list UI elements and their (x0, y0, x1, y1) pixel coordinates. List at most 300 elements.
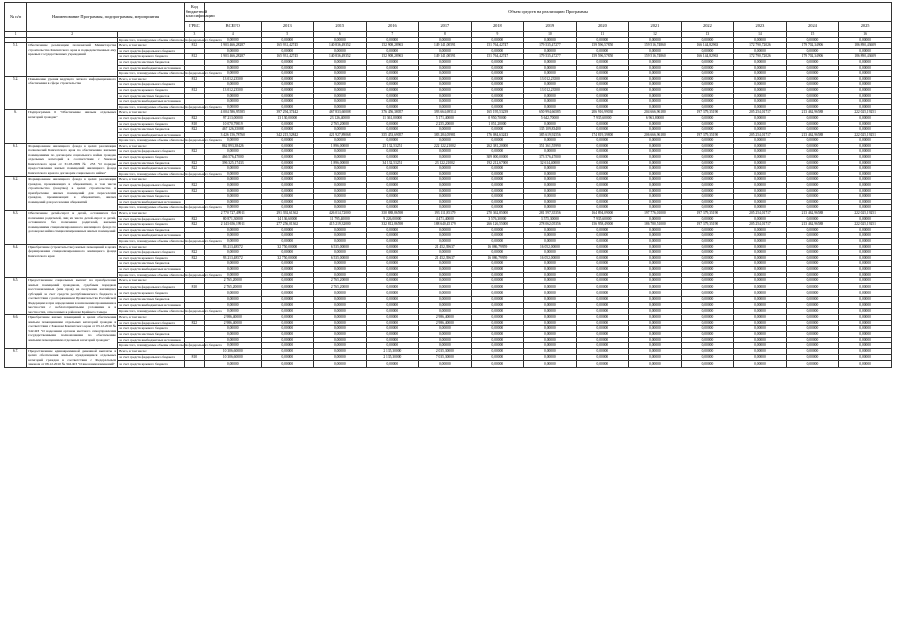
source-label: Всего, в том числе: (118, 348, 185, 354)
value-cell: 0,00000 (314, 238, 367, 244)
value-cell: 0,00000 (629, 244, 682, 250)
value-cell: 0,00000 (524, 183, 577, 189)
value-cell: 0,00000 (366, 65, 419, 71)
value-cell: 172 790,72026 (734, 54, 787, 60)
value-cell: 0,00000 (839, 104, 892, 110)
value-cell: 0,00000 (366, 71, 419, 77)
value-cell: 0,00000 (629, 160, 682, 166)
value-cell: 0,00000 (786, 48, 839, 54)
value-cell: 0,00000 (839, 296, 892, 302)
value-cell: 0,00000 (314, 65, 367, 71)
value-cell: 332 812,86598 (366, 222, 419, 228)
value-cell: 0,00000 (786, 71, 839, 77)
source-label: Кроме того, планируемые объемы обязательств федерального бюджета (119, 37, 222, 42)
table-row (5, 331, 892, 337)
value-cell: 0,00000 (786, 244, 839, 250)
value-cell: 0,00000 (471, 315, 524, 321)
value-cell: 0,00000 (471, 308, 524, 314)
value-cell: 0,00000 (839, 255, 892, 261)
value-cell: 0,00000 (204, 48, 261, 54)
value-cell: 0,00000 (629, 93, 682, 99)
value-cell: 0,00000 (471, 302, 524, 308)
value-cell: 0,00000 (629, 199, 682, 205)
value-cell: 0,00000 (839, 348, 892, 354)
value-cell: 0,00000 (419, 171, 472, 177)
value-cell: 0,00000 (471, 149, 524, 155)
value-cell: 0,00000 (629, 266, 682, 272)
value-cell: 0,00000 (204, 171, 261, 177)
value-cell: 0,00000 (786, 93, 839, 99)
row-number: 6.5. (5, 278, 27, 315)
value-cell: 0,00000 (524, 284, 577, 290)
value-cell: 0,00000 (629, 127, 682, 133)
value-cell: 650 994,66585 (524, 110, 577, 116)
value-cell: 0,00000 (681, 149, 734, 155)
value-cell: 0,00000 (261, 290, 314, 296)
value-cell: 7 935,60000 (576, 216, 629, 222)
source-label: за счет средств местных бюджетов (118, 93, 185, 99)
value-cell: 0,00000 (681, 216, 734, 222)
value-cell: 0,00000 (681, 48, 734, 54)
value-cell: 2 765,20000 (314, 278, 367, 284)
value-cell: 0,00000 (734, 71, 787, 77)
index-cell: 3 (184, 32, 204, 38)
value-cell: 0,00000 (681, 250, 734, 256)
value-cell: 197 379,35190 (681, 222, 734, 228)
value-cell: 0,00000 (524, 272, 577, 278)
value-cell: 222 025,19251 (839, 211, 892, 217)
source-label: Всего, в том числе: (118, 110, 185, 116)
value-cell: 0,00000 (204, 194, 261, 200)
value-cell: 0,00000 (734, 238, 787, 244)
value-cell: 0,00000 (786, 320, 839, 326)
value-cell: 0,00000 (576, 337, 629, 343)
value-cell: 0,00000 (734, 149, 787, 155)
value-cell: 0,00000 (204, 272, 261, 278)
table-row (5, 48, 892, 54)
value-cell: 0,00000 (471, 65, 524, 71)
value-cell: 0,00000 (576, 194, 629, 200)
table-row (5, 43, 892, 49)
table-row (5, 121, 892, 127)
value-cell: 0,00000 (734, 199, 787, 205)
value-cell: 0,00000 (471, 238, 524, 244)
value-cell: 6 535,00000 (314, 255, 367, 261)
value-cell: 0,00000 (314, 199, 367, 205)
value-cell: 0,00000 (629, 82, 682, 88)
value-cell: 0,00000 (261, 37, 314, 43)
value-cell: 0,00000 (629, 272, 682, 278)
table-row (5, 211, 892, 217)
value-cell: 0,00000 (471, 284, 524, 290)
row-name: Приобретение (строительство) жилых помещений в целях формирования специализированного жилищного фонда Камчатского края (27, 244, 118, 278)
value-cell: 0,00000 (366, 238, 419, 244)
value-cell: 0,00000 (419, 302, 472, 308)
value-cell: 0,00000 (576, 266, 629, 272)
value-cell: 0,00000 (524, 290, 577, 296)
value-cell: 5 171,40000 (419, 115, 472, 121)
value-cell: 0,00000 (629, 302, 682, 308)
value-cell: 32 614,40000 (524, 160, 577, 166)
table-row (5, 272, 892, 278)
value-cell: 179 535,47277 (524, 43, 577, 49)
value-cell: 16 052,00000 (524, 255, 577, 261)
value-cell: 0,00000 (471, 343, 524, 349)
row-number: 6.3. (5, 211, 27, 245)
table-row (5, 238, 892, 244)
value-cell: 0,00000 (419, 261, 472, 267)
value-cell: 0,00000 (419, 284, 472, 290)
value-cell: 0,00000 (204, 308, 261, 314)
table-row (5, 227, 892, 233)
source-label: за счет средств внебюджетных источников (118, 337, 185, 343)
value-cell: 0,00000 (419, 361, 472, 367)
value-cell: 0,00000 (629, 227, 682, 233)
value-cell: 0,00000 (261, 87, 314, 93)
col-header-year: 2018 (471, 22, 524, 32)
col-header-year: 2013 (261, 22, 314, 32)
value-cell: 0,00000 (576, 343, 629, 349)
value-cell: 0,00000 (524, 250, 577, 256)
value-cell: 174 819,39800 (576, 132, 629, 138)
table-row (5, 138, 892, 144)
value-cell: 0,00000 (419, 127, 472, 133)
source-label: Кроме того, планируемые объемы обязательств федерального бюджета (119, 309, 222, 314)
value-cell: 0,00000 (629, 166, 682, 172)
value-cell: 179 535,47277 (524, 54, 577, 60)
value-cell: 0,00000 (419, 296, 472, 302)
value-cell: 0,00000 (839, 343, 892, 349)
value-cell: 0,00000 (786, 278, 839, 284)
value-cell: 0,00000 (261, 331, 314, 337)
value-cell: 0,00000 (471, 266, 524, 272)
value-cell: 0,00000 (839, 82, 892, 88)
value-cell: 0,00000 (786, 227, 839, 233)
value-cell: 0,00000 (839, 266, 892, 272)
value-cell: 0,00000 (261, 71, 314, 77)
source-label: за счет средств федерального бюджета (118, 115, 185, 121)
value-cell: 0,00000 (524, 188, 577, 194)
value-cell: 1 903 466,28287 (204, 43, 261, 49)
value-cell: 13 012,23500 (524, 87, 577, 93)
table-row (5, 296, 892, 302)
value-cell: 0,00000 (734, 278, 787, 284)
source-label: за счет средств краевого бюджета (118, 188, 185, 194)
value-cell: 0,00000 (419, 290, 472, 296)
value-cell: 2 986,40000 (419, 320, 472, 326)
value-cell: 0,00000 (419, 155, 472, 161)
value-cell: 0,00000 (419, 199, 472, 205)
value-cell: 383 284,05981 (419, 132, 472, 138)
value-cell: 466 576,47000 (204, 155, 261, 161)
table-row (5, 320, 892, 326)
table-row (5, 143, 892, 149)
value-cell: 0,00000 (261, 93, 314, 99)
value-cell: 0,00000 (261, 238, 314, 244)
value-cell: 0,00000 (524, 227, 577, 233)
grbs-code: 822 (184, 149, 204, 155)
value-cell: 0,00000 (786, 315, 839, 321)
value-cell: 0,00000 (734, 308, 787, 314)
value-cell: 0,00000 (576, 71, 629, 77)
value-cell: 415 219,32000 (314, 222, 367, 228)
source-label: за счет средств федерального бюджета (118, 320, 185, 326)
value-cell: 0,00000 (734, 37, 787, 43)
value-cell: 0,00000 (576, 199, 629, 205)
value-cell: 0,00000 (419, 326, 472, 332)
col-header-volume: Объем средств на реализацию Программы (204, 3, 891, 22)
value-cell: 0,00000 (839, 99, 892, 105)
source-label: за счет средств местных бюджетов (118, 59, 185, 65)
source-label: за счет средств федерального бюджета (118, 284, 185, 290)
value-cell: 0,00000 (366, 82, 419, 88)
index-cell: 13 (681, 32, 734, 38)
value-cell: 192 212,67000 (471, 160, 524, 166)
value-cell: 0,00000 (524, 233, 577, 239)
value-cell: 93 213,48572 (204, 255, 261, 261)
source-label: за счет средств местных бюджетов (118, 160, 185, 166)
value-cell: 2 035,30000 (419, 348, 472, 354)
value-cell: 0,00000 (681, 82, 734, 88)
source-label: за счет средств внебюджетных источников (118, 99, 185, 105)
value-cell: 0,00000 (786, 199, 839, 205)
value-cell: 0,00000 (419, 227, 472, 233)
value-cell: 0,00000 (314, 205, 367, 211)
grbs-code: 822 (184, 188, 204, 194)
value-cell: 0,00000 (839, 143, 892, 149)
value-cell: 0,00000 (366, 290, 419, 296)
value-cell: 393 664,69514 (419, 110, 472, 116)
value-cell: 0,00000 (629, 343, 682, 349)
value-cell: 25 132,53251 (366, 143, 419, 149)
value-cell: 0,00000 (366, 361, 419, 367)
value-cell: 0,00000 (576, 160, 629, 166)
value-cell: 152 908,28963 (366, 43, 419, 49)
value-cell: 0,00000 (576, 65, 629, 71)
value-cell: 351 361,55990 (524, 143, 577, 149)
value-cell: 0,00000 (786, 115, 839, 121)
value-cell: 0,00000 (314, 183, 367, 189)
value-cell: 0,00000 (419, 71, 472, 77)
value-cell: 0,00000 (839, 65, 892, 71)
value-cell: 0,00000 (314, 315, 367, 321)
value-cell: 0,00000 (629, 87, 682, 93)
value-cell: 0,00000 (261, 143, 314, 149)
value-cell: 0,00000 (839, 48, 892, 54)
value-cell: 10 070,79819 (204, 121, 261, 127)
value-cell: 0,00000 (261, 82, 314, 88)
value-cell: 0,00000 (261, 121, 314, 127)
value-cell: 0,00000 (576, 348, 629, 354)
grbs-code: 822 (184, 320, 204, 326)
value-cell: 0,00000 (576, 238, 629, 244)
value-cell: 0,00000 (629, 348, 682, 354)
value-cell: 206 916,99030 (576, 110, 629, 116)
value-cell: 0,00000 (681, 188, 734, 194)
value-cell: 0,00000 (524, 194, 577, 200)
value-cell: 0,00000 (734, 348, 787, 354)
value-cell: 0,00000 (786, 255, 839, 261)
value-cell: 0,00000 (786, 348, 839, 354)
value-cell: 149 141,00591 (419, 43, 472, 49)
value-cell: 0,00000 (681, 71, 734, 77)
value-cell: 0,00000 (576, 302, 629, 308)
value-cell: 0,00000 (419, 308, 472, 314)
value-cell: 0,00000 (576, 76, 629, 82)
value-cell: 3 576,30000 (471, 216, 524, 222)
value-cell: 0,00000 (786, 250, 839, 256)
value-cell: 165 931,42745 (261, 43, 314, 49)
value-cell: 0,00000 (261, 284, 314, 290)
index-cell: 10 (524, 32, 577, 38)
value-cell: 11 361,00000 (366, 115, 419, 121)
value-cell: 0,00000 (366, 155, 419, 161)
source-label: за счет средств федерального бюджета (118, 149, 185, 155)
value-cell: 4 471,40000 (419, 216, 472, 222)
value-cell: 2 986,40000 (204, 320, 261, 326)
value-cell: 0,00000 (419, 59, 472, 65)
value-cell: 0,00000 (261, 227, 314, 233)
table-row (5, 149, 892, 155)
value-cell: 0,00000 (314, 296, 367, 302)
value-cell: 0,00000 (681, 238, 734, 244)
value-cell: 186 890,43609 (839, 54, 892, 60)
value-cell: 16 086,79959 (471, 255, 524, 261)
value-cell: 0,00000 (419, 138, 472, 144)
value-cell: 0,00000 (366, 183, 419, 189)
value-cell: 0,00000 (366, 296, 419, 302)
value-cell: 0,00000 (734, 296, 787, 302)
value-cell: 222 025,19251 (839, 222, 892, 228)
col-header-year: 2023 (734, 22, 787, 32)
value-cell: 0,00000 (629, 337, 682, 343)
value-cell: 0,00000 (366, 37, 419, 43)
value-cell: 0,00000 (786, 171, 839, 177)
value-cell: 0,00000 (681, 99, 734, 105)
value-cell: 0,00000 (366, 48, 419, 54)
value-cell: 0,00000 (734, 302, 787, 308)
row-name: Обеспечение реализации полномочий Министерства строительства Камчатского края и подведомственных ему краевых государственных учреждений (27, 43, 118, 77)
value-cell: 0,00000 (681, 233, 734, 239)
value-cell: 0,00000 (734, 337, 787, 343)
value-cell: 0,00000 (576, 104, 629, 110)
value-cell: 0,00000 (734, 87, 787, 93)
value-cell: 342 215,52842 (261, 132, 314, 138)
value-cell: 0,00000 (314, 99, 367, 105)
value-cell: 0,00000 (734, 326, 787, 332)
value-cell: 0,00000 (734, 93, 787, 99)
value-cell: 0,00000 (471, 48, 524, 54)
col-header-year: 2021 (629, 22, 682, 32)
value-cell: 0,00000 (681, 65, 734, 71)
value-cell: 0,00000 (419, 233, 472, 239)
value-cell: 0,00000 (839, 177, 892, 183)
value-cell: 2 135,30000 (366, 355, 419, 361)
value-cell: 397 294,37442 (261, 110, 314, 116)
value-cell: 164 894,09000 (576, 211, 629, 217)
row-name: Повышение уровня ведущего четкого информационного обеспечения в сфере строительства (27, 76, 118, 110)
value-cell: 0,00000 (576, 272, 629, 278)
value-cell: 0,00000 (786, 59, 839, 65)
value-cell: 0,00000 (629, 76, 682, 82)
value-cell: 3 575,30000 (524, 216, 577, 222)
value-cell: 0,00000 (681, 166, 734, 172)
value-cell: 0,00000 (576, 261, 629, 267)
source-label: за счет средств краевого бюджета (118, 222, 185, 228)
value-cell: 0,00000 (734, 250, 787, 256)
value-cell: 213 462,96588 (786, 222, 839, 228)
value-cell: 0,00000 (204, 138, 261, 144)
value-cell: 205 254,01717 (734, 211, 787, 217)
grbs-code: 812 (184, 54, 204, 60)
grbs-code: 810 (184, 355, 204, 361)
col-header-year: 2019 (524, 22, 577, 32)
value-cell: 0,00000 (734, 104, 787, 110)
value-cell: 0,00000 (419, 343, 472, 349)
value-cell: 0,00000 (261, 361, 314, 367)
value-cell: 0,00000 (261, 272, 314, 278)
value-cell: 0,00000 (734, 160, 787, 166)
grbs-code: 822 (184, 216, 204, 222)
value-cell: 0,00000 (419, 82, 472, 88)
value-cell: 0,00000 (839, 37, 892, 43)
value-cell: 135 109,83400 (524, 127, 577, 133)
value-cell: 0,00000 (576, 205, 629, 211)
value-cell: 0,00000 (734, 255, 787, 261)
value-cell: 0,00000 (734, 244, 787, 250)
value-cell: 467 126,35088 (204, 127, 261, 133)
source-label: за счет средств внебюджетных источников (118, 132, 185, 138)
value-cell: 172 790,72026 (734, 43, 787, 49)
table-row (5, 205, 892, 211)
index-cell: 2 (27, 32, 118, 38)
value-cell: 0,00000 (419, 104, 472, 110)
value-cell: 426 014,72000 (314, 211, 367, 217)
value-cell: 0,00000 (786, 37, 839, 43)
value-cell: 6 963,80000 (629, 115, 682, 121)
value-cell: 0,00000 (629, 320, 682, 326)
value-cell: 140 836,49352 (314, 54, 367, 60)
value-cell: 385 619,92556 (524, 132, 577, 138)
value-cell: 0,00000 (314, 261, 367, 267)
table-row (5, 76, 892, 82)
grbs-code: 822 (184, 127, 204, 133)
value-cell: 0,00000 (681, 278, 734, 284)
value-cell: 0,00000 (734, 121, 787, 127)
source-label: за счет средств внебюджетных источников (118, 266, 185, 272)
value-cell: 0,00000 (204, 361, 261, 367)
value-cell: 0,00000 (524, 331, 577, 337)
value-cell: 0,00000 (681, 87, 734, 93)
value-cell: 0,00000 (204, 343, 261, 349)
col-header-year: 2015 (314, 22, 367, 32)
value-cell: 0,00000 (261, 166, 314, 172)
value-cell: 0,00000 (681, 302, 734, 308)
table-row (5, 255, 892, 261)
value-cell: 0,00000 (681, 160, 734, 166)
index-cell: 11 (576, 32, 629, 38)
table-row (5, 171, 892, 177)
value-cell: 0,00000 (734, 127, 787, 133)
value-cell: 0,00000 (524, 337, 577, 343)
value-cell: 0,00000 (366, 199, 419, 205)
value-cell: 0,00000 (734, 290, 787, 296)
value-cell: 0,00000 (419, 205, 472, 211)
value-cell: 0,00000 (734, 343, 787, 349)
value-cell: 0,00000 (629, 99, 682, 105)
value-cell: 376 456,38057 (366, 110, 419, 116)
source-label: Всего, в том числе: (118, 211, 185, 217)
